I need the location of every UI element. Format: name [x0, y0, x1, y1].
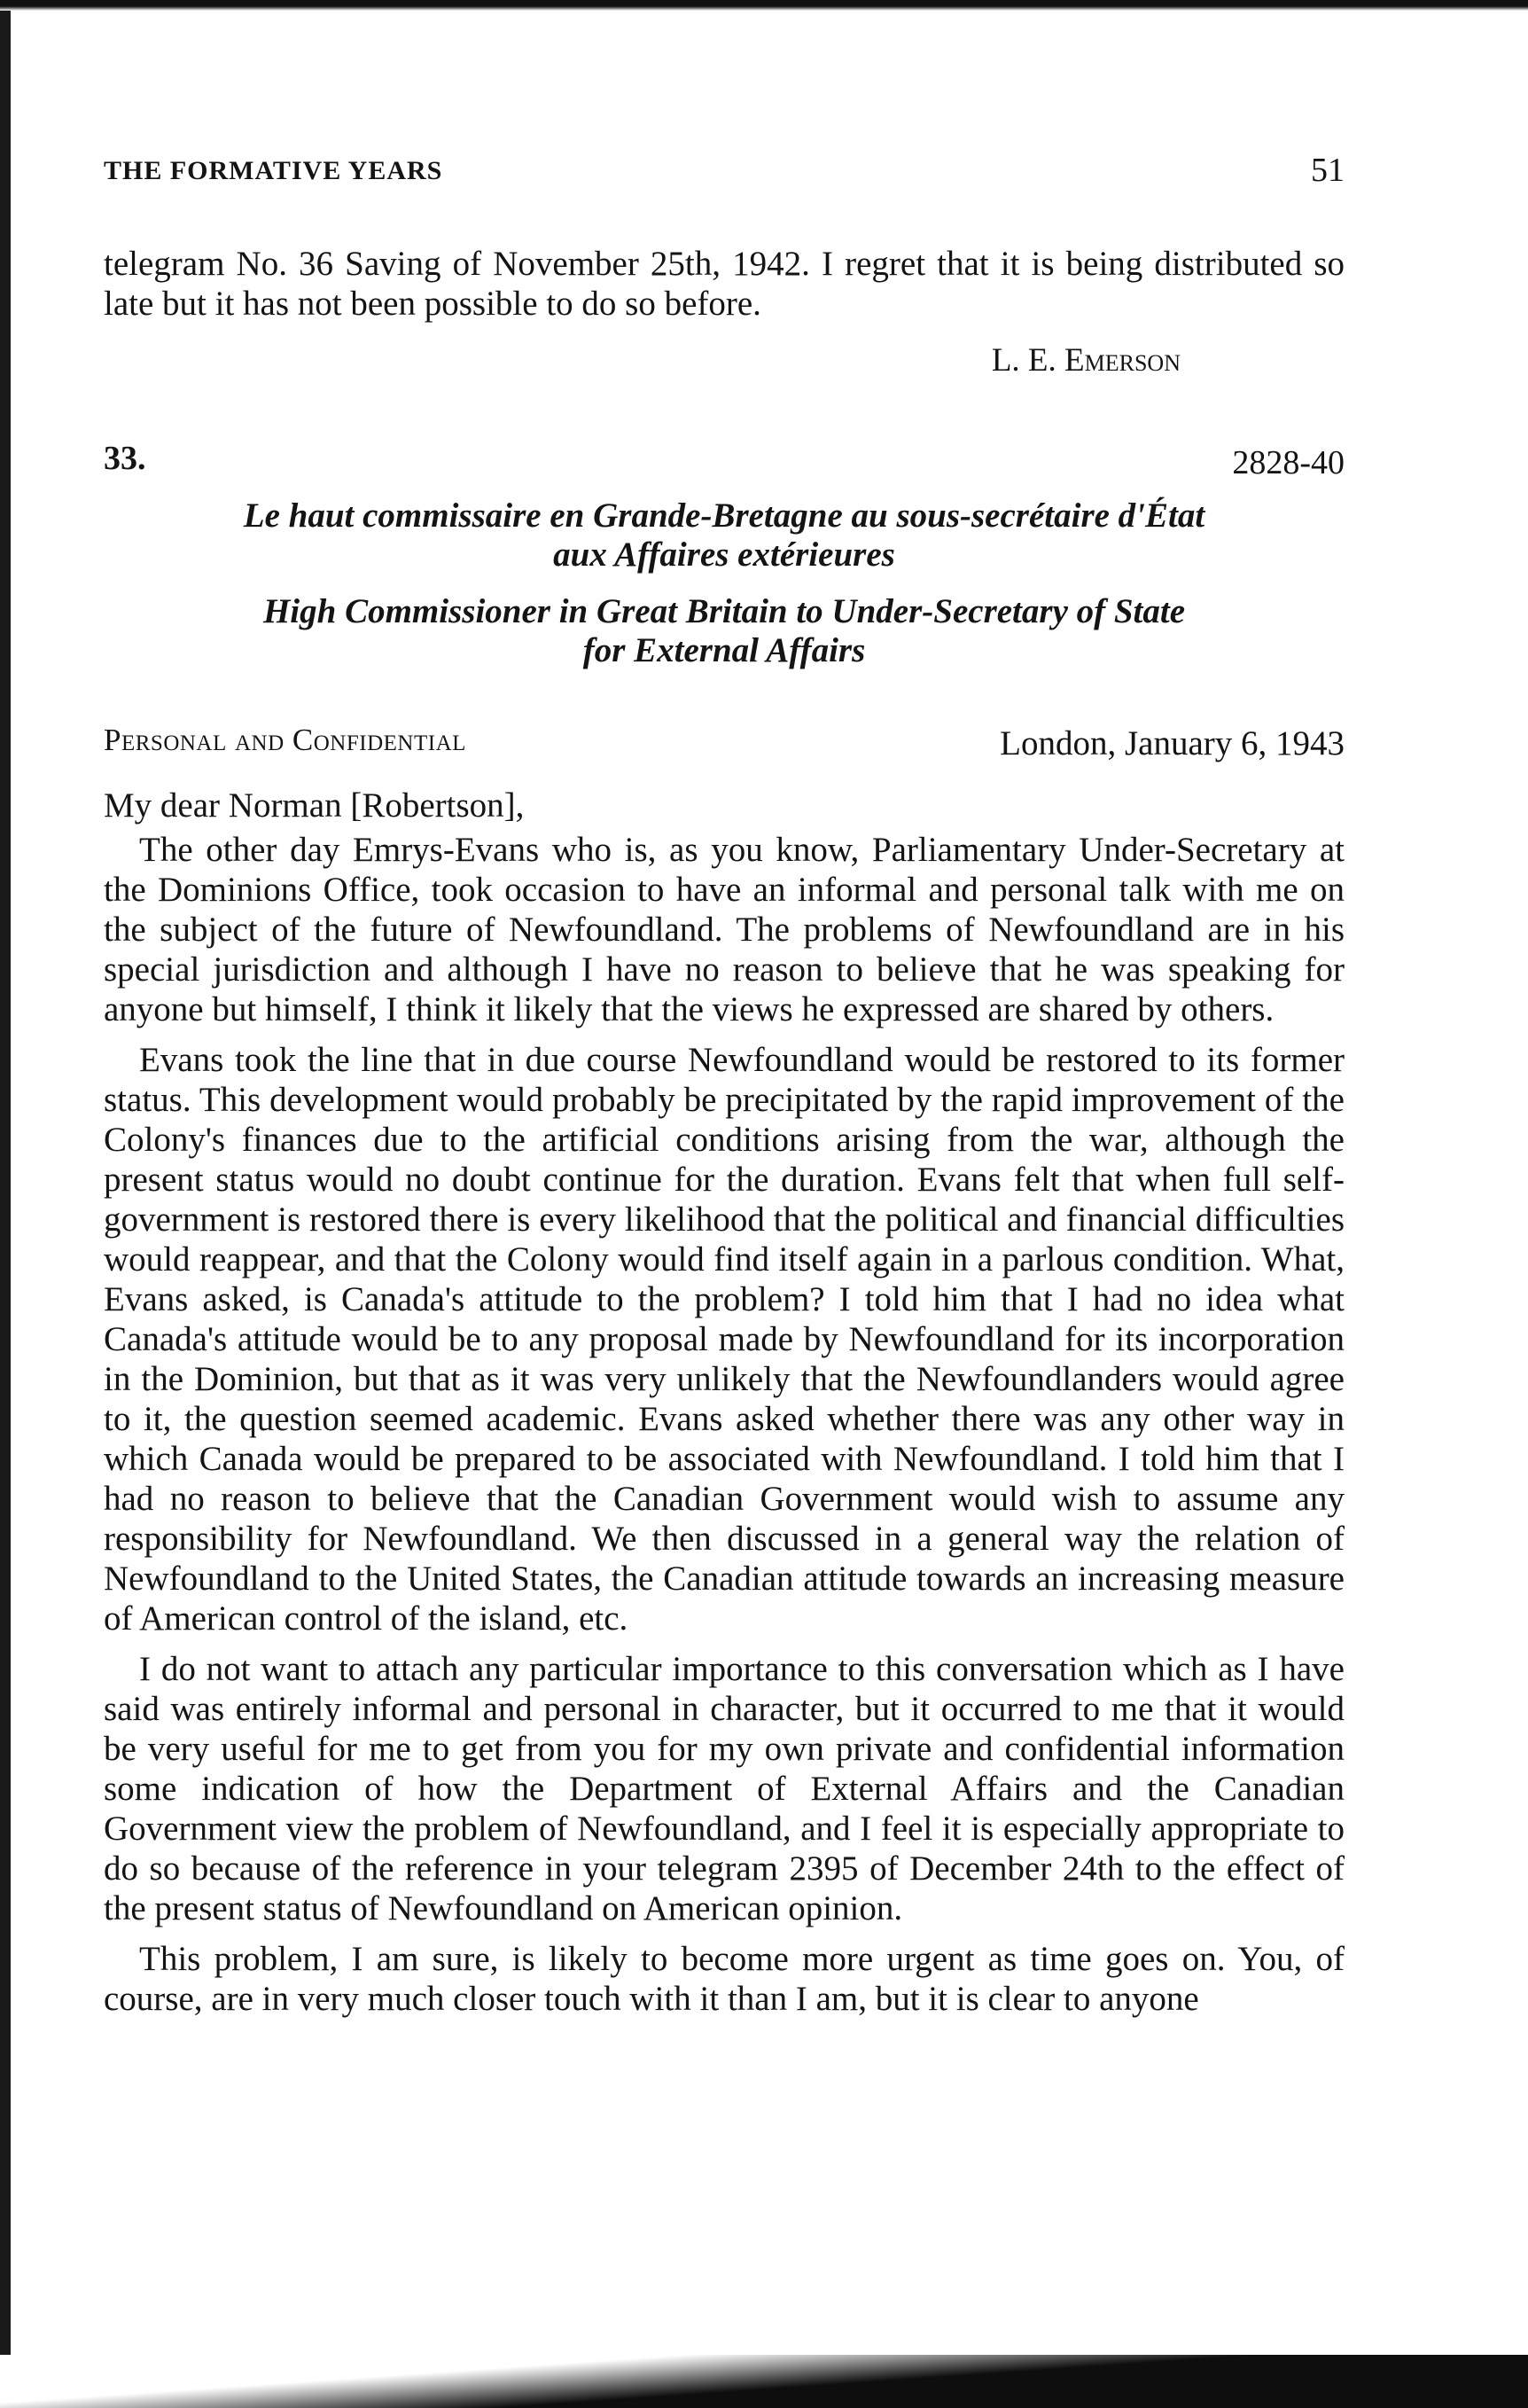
heading-french-line-2: aux Affaires extérieures — [553, 536, 895, 574]
scan-edge-bottom — [0, 2355, 1528, 2408]
running-head: THE FORMATIVE YEARS — [104, 156, 443, 185]
heading-english — [104, 592, 1345, 670]
heading-french — [104, 496, 1345, 575]
heading-english-line-1: High Commissioner in Great Britain to Under-Secretary of State — [262, 592, 1186, 630]
signature: L. E. Emerson — [991, 342, 1181, 379]
body-paragraph-3: I do not want to attach any particular importance to this conversation which as I have said was entirely informal and personal in character, but it occurred to me that it would be very useful for me to get from you for my own private and confidential information some indication of how the Department of External Affairs and the Canadian Government view the problem of Newfoundland, and I feel it is especially appropriate to do so because of the reference in your telegram 2395 of December 24th to the effect of the present status of Newfoundland on American opinion. — [104, 1650, 1345, 1927]
salutation: My dear Norman [Robertson], — [104, 786, 525, 825]
body-paragraph-1: The other day Emrys-Evans who is, as you know, Parliamentary Under-Secretary at the Dominions Office, took occasion to have an informal and personal talk with me on the subject of the future of Newfoundland. The problems of Newfoundland are in his special jurisdiction and although I have no reason to believe that he was speaking for anyone but himself, I think it likely that the views he expressed are shared by others. — [104, 831, 1345, 1028]
heading-english-line-2: for External Affairs — [582, 631, 866, 669]
continuation-paragraph: telegram No. 36 Saving of November 25th, 1942. I regret that it is being distributed so late but it has not been possible to do so before. — [104, 245, 1345, 323]
classification-label: Personal and Confidential — [104, 723, 466, 757]
heading-french-line-1: Le haut commissaire en Grande-Bretagne au sous-secrétaire d'État — [243, 496, 1205, 535]
file-number: 2828-40 — [1232, 444, 1345, 481]
scan-edge-left — [0, 0, 11, 2408]
scan-edge-top — [0, 0, 1528, 11]
page-number: 51 — [1311, 152, 1345, 189]
body-paragraph-4: This problem, I am sure, is likely to become more urgent as time goes on. You, of course, are in very much closer touch with it than I am, but it is clear to anyone — [104, 1940, 1345, 2018]
body-paragraph-2: Evans took the line that in due course Newfoundland would be restored to its former status. This development would probably be precipitated by the rapid improvement of the Colony's finances due to the artificial conditions arising from the war, although the present status would no doubt continue for the duration. Evans felt that when full self-government is restored there is every likelihood that the political and financial difficulties would reappear, and that the Colony would find itself again in a parlous condition. What, Evans asked, is Canada's attitude to the problem? I told him that I had no idea what Canada's attitude would be to any proposal made by Newfoundland for its incorporation in the Dominion, but that as it was very unlikely that the Newfoundlanders would agree to it, the question seemed academic. Evans asked whether there was any other way in which Canada would be prepared to be associated with Newfoundland. I told him that I had no reason to believe that the Canadian Government would wish to assume any responsibility for Newfoundland. We then discussed in a general way the relation of Newfoundland to the United States, the Canadian attitude towards an increasing measure of American control of the island, etc. — [104, 1041, 1345, 1638]
dateline: London, January 6, 1943 — [1000, 724, 1345, 762]
document-number: 33. — [104, 440, 146, 477]
letter-body — [104, 830, 1345, 2029]
